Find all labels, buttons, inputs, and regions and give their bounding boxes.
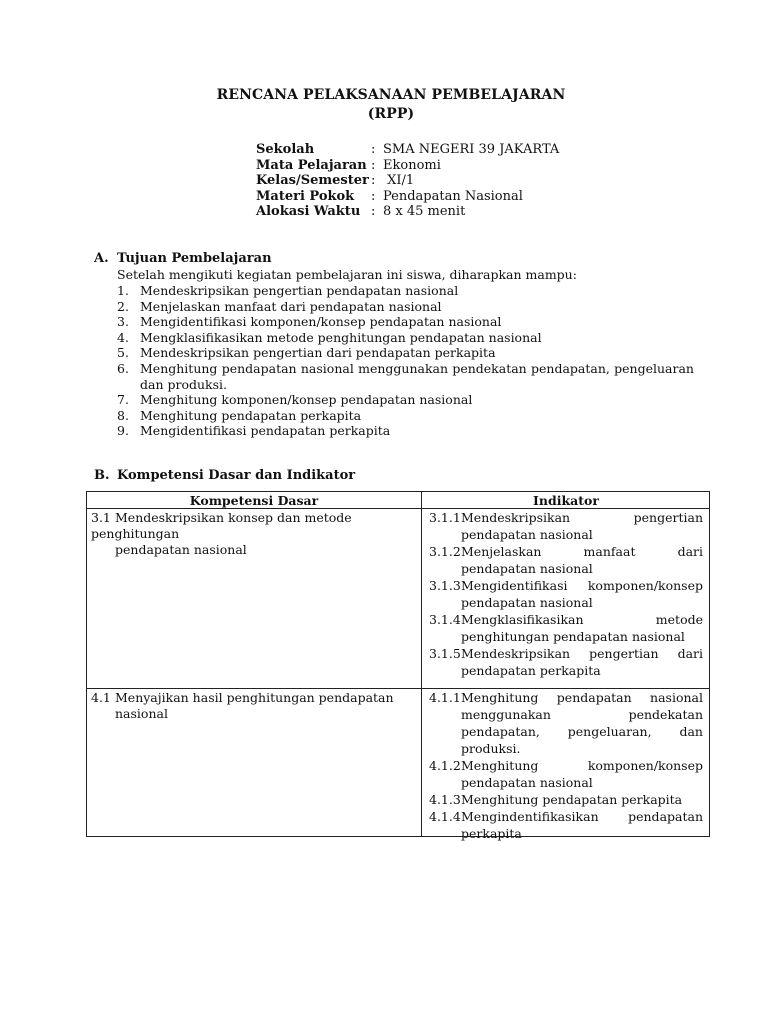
section-a-heading: A. Tujuan Pembelajaran xyxy=(94,251,272,266)
list-item: 8. Menghitung pendapatan perkapita xyxy=(117,407,362,423)
list-item: 4.1.1 Menghitung pendapatan nasional menggunakan pendekatan pendapatan, pengeluaran, dan produksi. xyxy=(429,690,703,756)
column-header-indicator: Indikator xyxy=(533,493,599,508)
list-item: 3. Mengidentifikasi komponen/konsep pendapatan nasional xyxy=(117,314,502,330)
list-item: 2. Menjelaskan manfaat dari pendapatan nasional xyxy=(117,298,442,314)
table-row-indicators xyxy=(429,509,703,679)
column-divider xyxy=(421,492,422,836)
list-item: 5. Mendeskripsikan pengertian dari pendapatan perkapita xyxy=(117,345,496,361)
column-header-kd: Kompetensi Dasar xyxy=(189,493,319,508)
list-item: 3.1.3 Mengidentifikasi komponen/konsep pendapatan nasional xyxy=(429,578,703,610)
info-value: Ekonomi xyxy=(383,157,441,173)
learning-goals-list xyxy=(117,283,694,439)
table-row-indicators xyxy=(429,689,703,842)
info-label: Mata Pelajaran xyxy=(256,157,367,173)
info-row: Mata Pelajaran : Ekonomi xyxy=(256,157,441,173)
list-item: 7. Menghitung komponen/konsep pendapatan nasional xyxy=(117,392,473,408)
list-item: 9. Mengidentifikasi pendapatan perkapita xyxy=(117,423,391,439)
info-value: 8 x 45 menit xyxy=(383,204,466,219)
info-label: Alokasi Waktu xyxy=(256,204,361,219)
info-row: Materi Pokok : Pendapatan Nasional xyxy=(256,188,523,204)
list-item: 3.1.2 Menjelaskan manfaat dari pendapatan nasional xyxy=(429,544,703,576)
table-row-kd: 3.1 Mendeskripsikan konsep dan metode penghitungan pendapatan nasional xyxy=(91,510,352,557)
list-item: 4.1.3 Menghitung pendapatan perkapita xyxy=(429,792,683,807)
section-a-intro: Setelah mengikuti kegiatan pembelajaran ini siswa, diharapkan mampu: xyxy=(117,267,577,282)
section-b-heading: B. Kompetensi Dasar dan Indikator xyxy=(94,468,356,483)
document-title: RENCANA PELAKSANAAN PEMBELAJARAN xyxy=(216,87,566,103)
info-row: Alokasi Waktu : 8 x 45 menit xyxy=(256,204,466,219)
list-item: 6. Menghitung pendapatan nasional menggunakan pendekatan pendapatan, pengeluaran dan produksi. xyxy=(117,360,694,392)
info-label: Sekolah xyxy=(256,142,315,157)
info-value: Pendapatan Nasional xyxy=(383,188,523,204)
info-value: SMA NEGERI 39 JAKARTA xyxy=(383,142,560,157)
list-item: 3.1.4 Mengklasifikasikan metode penghitungan pendapatan nasional xyxy=(429,612,703,644)
info-row: Kelas/Semester : XI/1 xyxy=(256,173,415,188)
info-value: XI/1 xyxy=(383,173,415,188)
competency-table xyxy=(86,491,710,841)
list-item: 4.1.4 Mengindentifikasikan pendapatan perkapita xyxy=(429,809,703,841)
info-label: Materi Pokok xyxy=(256,188,355,204)
list-item: 3.1.1 Mendeskripsikan pengertian pendapatan nasional xyxy=(429,510,703,542)
list-item: 1. Mendeskripsikan pengertian pendapatan nasional xyxy=(117,283,459,298)
identity-block xyxy=(256,142,559,220)
list-item: 4.1.2 Menghitung komponen/konsep pendapatan nasional xyxy=(429,758,703,790)
list-item: 3.1.5 Mendeskripsikan pengertian dari pendapatan perkapita xyxy=(429,646,703,678)
info-row: Sekolah : SMA NEGERI 39 JAKARTA xyxy=(256,142,560,157)
document-subtitle: (RPP) xyxy=(367,106,415,122)
info-label: Kelas/Semester xyxy=(256,173,369,188)
list-item: 4. Mengklasifikasikan metode penghitungan pendapatan nasional xyxy=(117,329,542,345)
table-row-kd: 4.1 Menyajikan hasil penghitungan pendapatan nasional xyxy=(91,690,394,721)
